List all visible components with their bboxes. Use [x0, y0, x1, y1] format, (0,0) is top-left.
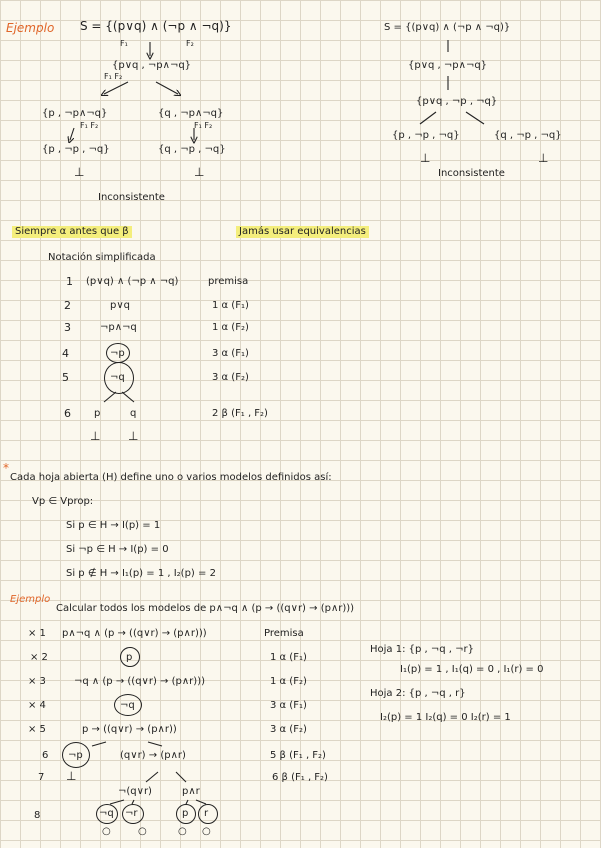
- tableau2-left: {p , ¬p , ¬q}: [392, 130, 460, 141]
- edge: [420, 112, 436, 124]
- row-number: 2: [64, 299, 71, 312]
- row-formula: p → ((q∨r) → (p∧r)): [82, 724, 177, 735]
- row-mark: 8: [34, 810, 41, 821]
- f2-marker: F₂: [186, 39, 194, 48]
- row-justification: premisa: [208, 276, 249, 287]
- set-formula-2: S = {(p∨q) ∧ (¬p ∧ ¬q)}: [384, 22, 511, 33]
- row-justification: 6 β (F₁ , F₂): [272, 772, 328, 783]
- caption2-inconsistent: Inconsistente: [438, 168, 505, 179]
- open-leaf-mark: ○: [138, 826, 147, 837]
- tableau2-step1: {p∨q , ¬p∧¬q}: [408, 60, 488, 71]
- leaf-literal: p: [182, 808, 189, 819]
- arrow-left: [104, 82, 128, 94]
- branch-left-b: {p , ¬p , ¬q}: [42, 144, 110, 155]
- row-formula-right: (q∨r) → (p∧r): [120, 750, 186, 761]
- edge: [466, 112, 484, 124]
- edge: [148, 742, 162, 746]
- row-justification: 5 β (F₁ , F₂): [270, 750, 326, 761]
- models-intro: Cada hoja abierta (H) define uno o varios modelos definidos así:: [10, 472, 332, 483]
- row-number: 6: [64, 407, 71, 420]
- row-number: 3: [64, 321, 71, 334]
- closed-left: ⊥: [74, 165, 85, 179]
- edge: [186, 800, 188, 804]
- leaf-literal: ¬q: [99, 808, 114, 819]
- leaf2-label: Hoja 2: {p , ¬q , r}: [370, 688, 466, 699]
- row-formula-left: ¬p: [68, 750, 83, 761]
- row-justification: 3 α (F₁): [212, 348, 249, 359]
- row-mark: × 3: [28, 676, 46, 687]
- example3-task: Calcular todos los modelos de p∧¬q ∧ (p → ((q∨r) → (p∧r))): [56, 603, 355, 614]
- row-justification: 2 β (F₁ , F₂): [212, 408, 268, 419]
- row-justification: 1 α (F₁): [270, 652, 307, 663]
- edge: [196, 800, 206, 804]
- arrow-down: [70, 128, 74, 140]
- leaf-literal: ¬r: [125, 808, 138, 819]
- row-mark: × 4: [28, 700, 46, 711]
- row-justification: Premisa: [264, 628, 304, 639]
- row-formula: ¬q: [110, 372, 125, 383]
- branch-left-a-sub: F₁ F₂: [80, 121, 99, 130]
- leaf2-model: I₂(p) = 1 I₂(q) = 0 I₂(r) = 1: [380, 712, 511, 723]
- open-leaf-mark: ○: [202, 826, 211, 837]
- row-justification: 1 α (F₂): [212, 322, 249, 333]
- open-leaf-mark: ○: [102, 826, 111, 837]
- row-formula: ¬p∧¬q: [100, 322, 137, 333]
- row-mark: × 1: [28, 628, 46, 639]
- row-mark: 7: [38, 772, 45, 783]
- branch-left-a: {p , ¬p∧¬q}: [42, 108, 108, 119]
- open-leaf-mark: ○: [178, 826, 187, 837]
- models-vp: Vp ∈ Vprop:: [32, 496, 94, 507]
- row-mark: × 2: [30, 652, 48, 663]
- row-formula: ¬q: [120, 700, 135, 711]
- row-number: 4: [62, 347, 69, 360]
- highlight-no-equivalences: Jamás usar equivalencias: [236, 226, 369, 238]
- leaf-literal: r: [204, 808, 209, 819]
- row-mark: 6: [42, 750, 49, 761]
- tableau2-step2: {p∨q , ¬p , ¬q}: [416, 96, 498, 107]
- edge: [176, 772, 186, 782]
- set-formula: S = {(p∨q) ∧ (¬p ∧ ¬q)}: [80, 19, 232, 33]
- closed-branch: ⊥: [66, 769, 77, 783]
- model-rule-3: Si p ∉ H → I₁(p) = 1 , I₂(p) = 2: [66, 568, 216, 579]
- row-justification: 1 α (F₂): [270, 676, 307, 687]
- example-label: Ejemplo: [10, 594, 51, 605]
- arrow-right: [156, 82, 178, 94]
- edge: [104, 392, 116, 402]
- row-mark: × 5: [28, 724, 46, 735]
- row-formula: ¬q ∧ (p → ((q∨r) → (p∧r))): [74, 676, 205, 687]
- model-rule-2: Si ¬p ∈ H → I(p) = 0: [66, 544, 169, 555]
- simplified-notation-title: Notación simplificada: [48, 252, 156, 263]
- closed-right: ⊥: [194, 165, 205, 179]
- row-justification: 1 α (F₁): [212, 300, 249, 311]
- row-justification: 3 α (F₂): [212, 372, 249, 383]
- edge: [110, 800, 124, 804]
- highlight-alpha-before-beta: Siempre α antes que β: [12, 226, 132, 238]
- leaf1-model: I₁(p) = 1 , I₁(q) = 0 , I₁(r) = 0: [400, 664, 544, 675]
- row-formula: p∨q: [110, 300, 131, 311]
- tableau-step1-sub: F₁ F₂: [104, 72, 123, 81]
- row-justification: 3 α (F₁): [270, 700, 307, 711]
- edge: [146, 772, 158, 782]
- model-rule-1: Si p ∈ H → I(p) = 1: [66, 520, 161, 531]
- tableau-step1: {p∨q , ¬p∧¬q}: [112, 60, 192, 71]
- branch-neg-q-or-r: ¬(q∨r): [118, 786, 152, 797]
- closed-left: ⊥: [90, 429, 101, 443]
- branch-p-and-r: p∧r: [182, 786, 200, 797]
- edge: [122, 392, 134, 402]
- row-formula-right: q: [130, 408, 137, 419]
- branch-right-a: {q , ¬p∧¬q}: [158, 108, 224, 119]
- closed-right: ⊥: [128, 429, 139, 443]
- row-formula: ¬p: [110, 348, 125, 359]
- closed2-right: ⊥: [538, 151, 549, 165]
- leaf1-label: Hoja 1: {p , ¬q , ¬r}: [370, 644, 474, 655]
- edge: [92, 742, 106, 746]
- row-formula-left: p: [94, 408, 101, 419]
- row-justification: 3 α (F₂): [270, 724, 307, 735]
- caption-inconsistent: Inconsistente: [98, 192, 165, 203]
- row-number: 5: [62, 371, 69, 384]
- branch-right-a-sub: F₁ F₂: [194, 121, 213, 130]
- closed2-left: ⊥: [420, 151, 431, 165]
- row-number: 1: [66, 275, 73, 288]
- star-mark: *: [3, 461, 9, 475]
- edge: [132, 800, 134, 804]
- row-formula: p: [126, 652, 133, 663]
- example-label: Ejemplo: [6, 21, 55, 35]
- tableau2-right: {q , ¬p , ¬q}: [494, 130, 562, 141]
- row-formula: p∧¬q ∧ (p → ((q∨r) → (p∧r))): [62, 628, 207, 639]
- row-formula: (p∨q) ∧ (¬p ∧ ¬q): [86, 276, 179, 287]
- branch-right-b: {q , ¬p , ¬q}: [158, 144, 226, 155]
- f1-marker: F₁: [120, 39, 128, 48]
